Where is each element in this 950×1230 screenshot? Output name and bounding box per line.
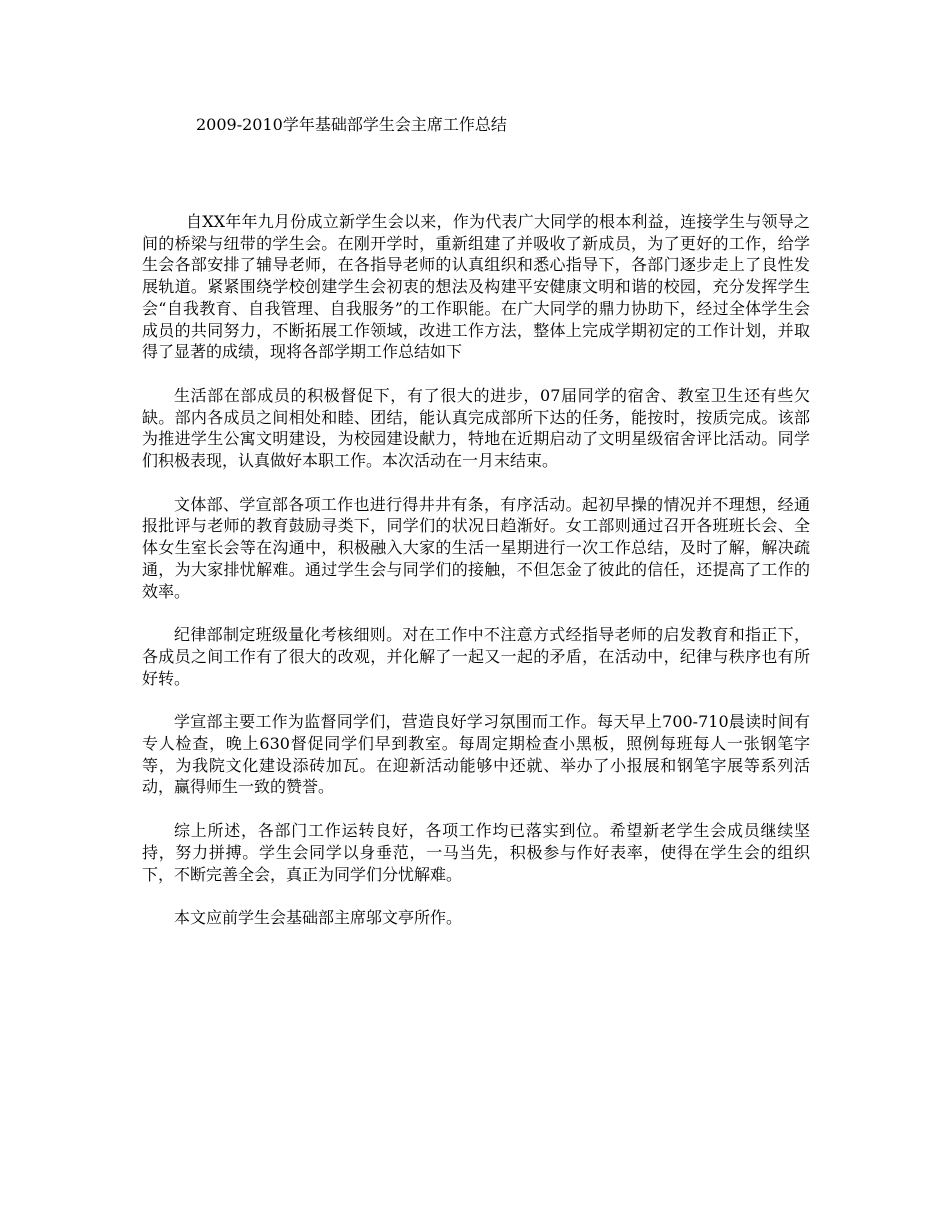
paragraph-discipline-department: 纪律部制定班级量化考核细则。对在工作中不注意方式经指导老师的启发教育和指正下，各成员之间工作有了很大的改观，并化解了一起又一起的矛盾，在活动中，纪律与秩序也有所好转。 — [142, 625, 810, 688]
paragraph-study-promotion-department: 学宣部主要工作为监督同学们，营造良好学习氛围而工作。每天早上700-710晨读时间有专人检查，晚上630督促同学们早到教室。每周定期检查小黑板，照例每班每人一张钢笔字等，为我院文化建设添砖加瓦。在迎新活动能够中还就、举办了小报展和钢笔字展等系列活动，赢得师生一致的赞誉。 — [142, 712, 810, 797]
document-body — [142, 211, 810, 951]
paragraph-author-note: 本文应前学生会基础部主席邬文亭所作。 — [174, 908, 463, 928]
document-title: 2009-2010学年基础部学生会主席工作总结 — [196, 115, 507, 134]
paragraph-life-department: 生活部在部成员的积极督促下，有了很大的进步，07届同学的宿舍、教室卫生还有些欠缺。部内各成员之间相处和睦、团结，能认真完成部所下达的任务，能按时，按质完成。该部为推进学生公寓文明建设，为校园建设献力，特地在近期启动了文明星级宿舍评比活动。同学们积极表现，认真做好本职工作。本次活动在一月末结束。 — [142, 385, 810, 471]
paragraph-intro: 自XX年年九月份成立新学生会以来，作为代表广大同学的根本利益，连接学生与领导之间的桥梁与纽带的学生会。在刚开学时，重新组建了并吸收了新成员，为了更好的工作，给学生会各部安排了辅导老师，在各指导老师的认真组织和悉心指导下，各部门逐步走上了良性发展轨道。紧紧围绕学校创建学生会初衷的想法及构建平安健康文明和谐的校园，充分发挥学生会“自我教育、自我管理、自我服务”的工作职能。在广大同学的鼎力协助下，经过全体学生会成员的共同努力，不断拓展工作领域，改进工作方法，整体上完成学期初定的工作计划，并取得了显著的成绩，现将各部学期工作总结如下 — [142, 212, 810, 362]
paragraph-sports-culture-department: 文体部、学宣部各项工作也进行得井井有条，有序活动。起初早操的情况并不理想，经通报批评与老师的教育鼓励寻类下，同学们的状况日趋渐好。女工部则通过召开各班班长会、全体女生室长会等在沟通中，积极融入大家的生活一星期进行一次工作总结，及时了解，解决疏通，为大家排忧解难。通过学生会与同学们的接触，不但怎金了彼此的信任，还提高了工作的效率。 — [142, 494, 810, 601]
paragraph-summary: 综上所述，各部门工作运转良好，各项工作均已落实到位。希望新老学生会成员继续坚持，努力拼搏。学生会同学以身垂范，一马当先，积极参与作好表率，使得在学生会的组织下，不断完善全会，真正为同学们分忧解难。 — [142, 821, 810, 884]
